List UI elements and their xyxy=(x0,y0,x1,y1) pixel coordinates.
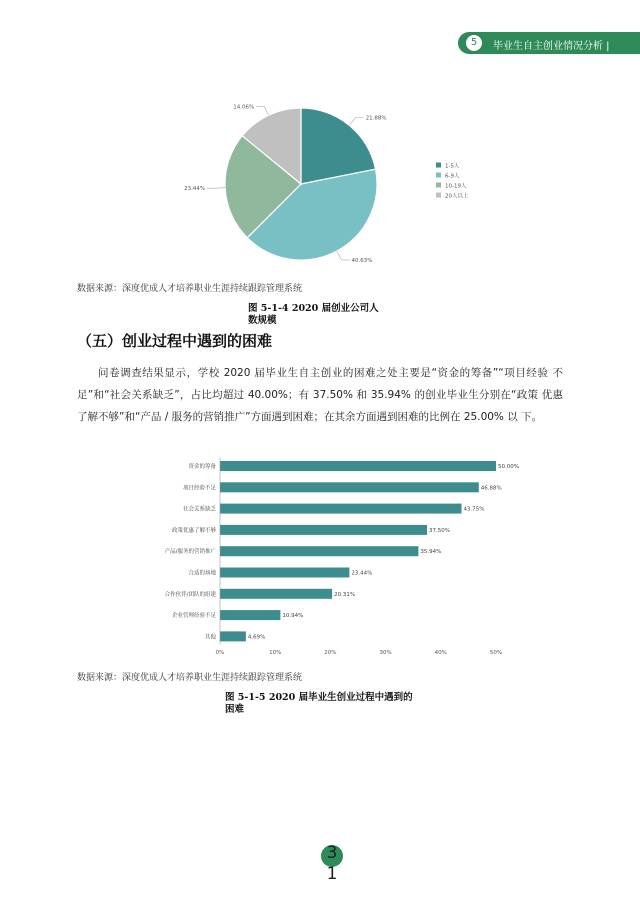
bar-value-label: 46.88% xyxy=(480,485,502,492)
chapter-title: 毕业生自主创业情况分析 | xyxy=(493,41,610,52)
figure-source: 数据来源：深度优成人才培养职业生涯持续跟踪管理系统 xyxy=(77,284,303,294)
bar-value-label: 35.94% xyxy=(420,549,442,556)
legend-swatch xyxy=(436,193,441,198)
bar-category-label: 项目经验不足 xyxy=(182,485,216,492)
page-number: 3 1 xyxy=(326,843,338,884)
bar xyxy=(220,610,280,620)
bar-category-label: 资金的筹备 xyxy=(188,464,216,470)
pie-leader-line xyxy=(349,118,363,126)
bar-x-tick-label: 40% xyxy=(434,650,447,656)
bar-value-label: 4.69% xyxy=(247,634,266,641)
bar-x-tick-label: 30% xyxy=(379,650,392,656)
bar-x-tick-label: 50% xyxy=(489,650,503,656)
legend-swatch xyxy=(436,163,441,168)
legend-label: 10-19人 xyxy=(445,183,467,190)
pie-leader-line xyxy=(256,106,268,115)
bar-x-tick-label: 0% xyxy=(215,650,225,656)
bar-category-label: 合适的场地 xyxy=(188,570,216,577)
pie-value-label: 40.63% xyxy=(351,257,373,264)
bar-category-label: 合作伙伴/团队的组建 xyxy=(164,591,216,598)
bar-value-label: 43.75% xyxy=(463,506,485,513)
section-title: （五）创业过程中遇到的困难 xyxy=(77,332,273,350)
bar-category-label: 企业管理经验不足 xyxy=(171,613,216,620)
pie-leader-line xyxy=(207,188,225,189)
company-size-pie-chart xyxy=(160,90,500,280)
figure-source: 数据来源：深度优成人才培养职业生涯持续跟踪管理系统 xyxy=(77,673,303,683)
bar-value-label: 37.50% xyxy=(429,527,450,534)
bar-value-label: 20.31% xyxy=(334,591,356,598)
bar-value-label: 23.44% xyxy=(351,570,373,577)
bar-value-label: 50.00% xyxy=(498,464,519,470)
bar-category-label: 社会关系缺乏 xyxy=(182,506,216,513)
bar xyxy=(220,525,427,535)
bar xyxy=(220,631,246,641)
bar xyxy=(220,482,479,492)
bar-x-tick-label: 10% xyxy=(269,650,282,656)
figure-caption: 图 5-1-5 2020 届毕业生创业过程中遇到的困难 xyxy=(225,692,413,715)
legend-swatch xyxy=(436,183,441,188)
legend-label: 6-9人 xyxy=(445,173,460,180)
bar xyxy=(220,589,332,599)
bar-category-label: 其他 xyxy=(204,634,216,641)
bar-x-tick-label: 20% xyxy=(324,650,337,656)
bar-category-label: 产品/服务的营销推广 xyxy=(164,549,216,556)
section-paragraph: 问卷调查结果显示，学校 2020 届毕业生自主创业的困难之处主要是“资金的筹备”“项目经验 不足”和“社会关系缺乏”，占比均超过 40.00%；有 37.50% 和 35.94% 的创业毕业生分别在“政策 优惠了解不够”和“产品 / 服务的营销推广”方面遇到困难；在其余方面遇到困难的比例在 25.00% 以 下。 xyxy=(77,367,563,423)
pie-value-label: 23.44% xyxy=(184,186,206,193)
difficulty-bar-chart xyxy=(110,452,530,662)
bar xyxy=(220,461,496,471)
legend-swatch xyxy=(436,173,441,178)
bar xyxy=(220,568,349,578)
bar-value-label: 10.94% xyxy=(282,613,304,620)
figure-caption: 图 5-1-4 2020 届创业公司人数规模 xyxy=(248,303,379,326)
pie-value-label: 14.06% xyxy=(233,104,255,111)
bar-category-label: 政策优惠了解不够 xyxy=(171,527,216,534)
bar xyxy=(220,504,462,514)
legend-label: 20人以上 xyxy=(445,193,469,200)
legend-label: 1-5人 xyxy=(445,163,460,170)
chapter-number: 5 xyxy=(466,35,482,51)
bar xyxy=(220,546,418,556)
pie-leader-line xyxy=(337,251,350,260)
pie-value-label: 21.88% xyxy=(365,115,387,122)
